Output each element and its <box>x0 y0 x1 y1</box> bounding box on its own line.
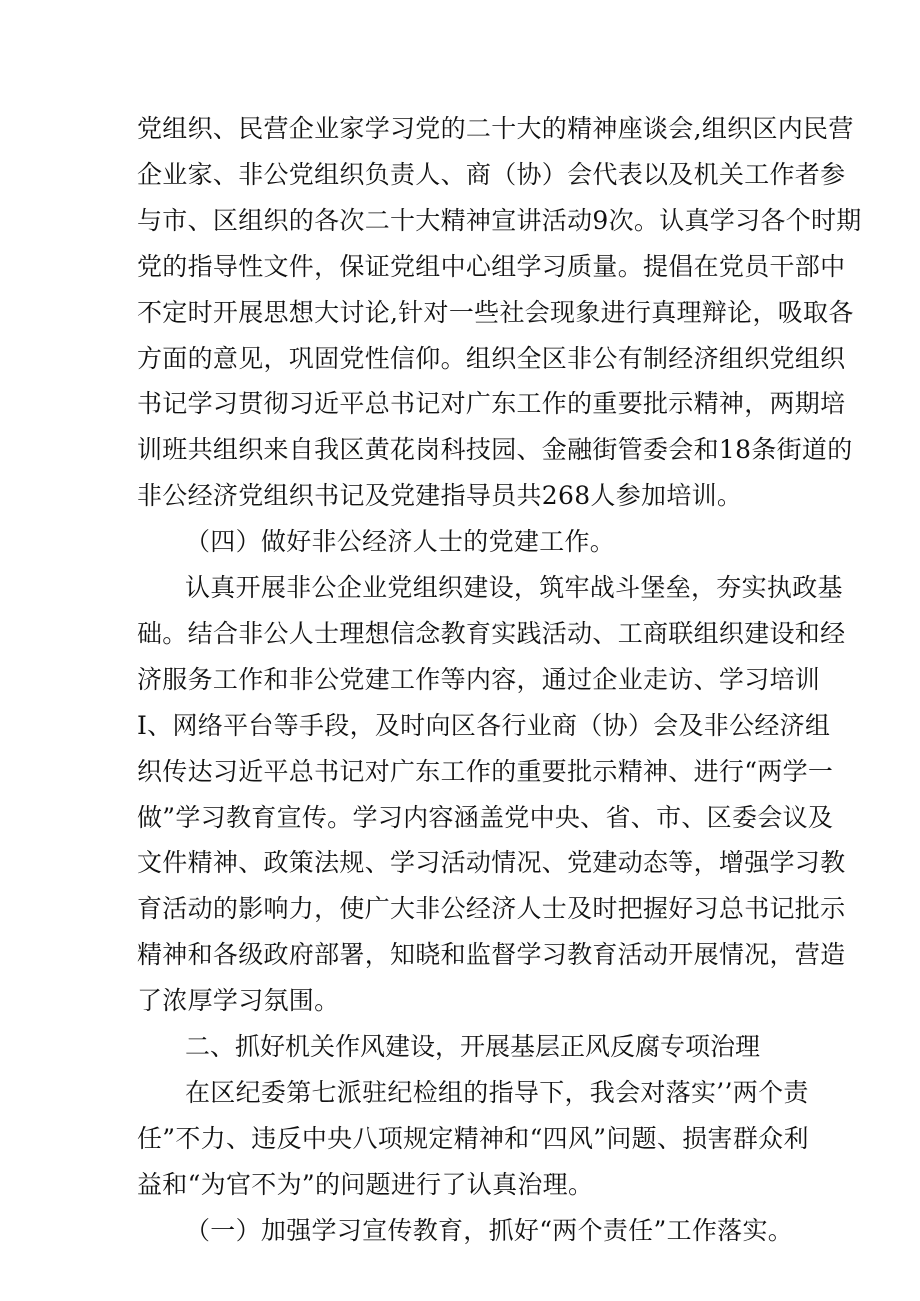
paragraph-line: 非公经济党组织书记及党建指导员共268人参加培训。 <box>137 481 743 510</box>
paragraph-line: 了浓厚学习氛围。 <box>137 986 340 1015</box>
paragraph-line: 济服务工作和非公党建工作等内容，通过企业走访、学习培训 <box>137 665 821 694</box>
paragraph-line: 与市、区组织的各次二十大精神宣讲活动9次。认真学习各个时期 <box>137 206 862 235</box>
paragraph-line: 方面的意见，巩固党性信仰。组织全区非公有制经济组织党组织 <box>137 344 846 373</box>
paragraph-line: 书记学习贯彻习近平总书记对广东工作的重要批示精神，两期培 <box>137 389 846 418</box>
paragraph-line: 育活动的影响力，使广大非公经济人士及时把握好习总书记批示 <box>137 894 846 923</box>
subheading-four: （四）做好非公经济人士的党建工作。 <box>185 527 616 556</box>
paragraph-line: 认真开展非公企业党组织建设，筑牢战斗堡垒，夯实执政基 <box>185 573 843 602</box>
paragraph-line: 任”不力、违反中央八项规定精神和“四风”问题、损害群众利 <box>137 1124 809 1153</box>
paragraph-line: 精神和各级政府部署，知晓和监督学习教育活动开展情况，营造 <box>137 940 846 969</box>
paragraph-line: 文件精神、政策法规、学习活动情况、党建动态等，增强学习教 <box>137 848 846 877</box>
paragraph-line: 益和“为官不为”的问题进行了认真治理。 <box>137 1170 594 1199</box>
paragraph-line: 织传达习近平总书记对广东工作的重要批示精神、进行“两学一 <box>137 757 834 786</box>
paragraph-line: 企业家、非公党组织负责人、商（协）会代表以及机关工作者参 <box>137 160 846 189</box>
paragraph-line: 做”学习教育宣传。学习内容涵盖党中央、省、市、区委会议及 <box>137 803 834 832</box>
paragraph-line: 党组织、民营企业家学习党的二十大的精神座谈会,组织区内民营 <box>137 114 854 143</box>
paragraph-line: I、网络平台等手段，及时向区各行业商（协）会及非公经济组 <box>137 711 831 740</box>
paragraph-line: 不定时开展思想大讨论,针对一些社会现象进行真理辩论，吸取各 <box>137 298 854 327</box>
subheading-one: （一）加强学习宣传教育，抓好“两个责任”工作落实。 <box>185 1216 794 1245</box>
paragraph-line: 党的指导性文件，保证党组中心组学习质量。提倡在党员干部中 <box>137 252 846 281</box>
paragraph-line: 训班共组织来自我区黄花岗科技园、金融街管委会和18条街道的 <box>137 435 853 464</box>
section-two-heading: 二、抓好机关作风建设，开展基层正风反腐专项治理 <box>185 1032 761 1061</box>
paragraph-line: 础。结合非公人士理想信念教育实践活动、工商联组织建设和经 <box>137 619 846 648</box>
paragraph-line: 在区纪委第七派驻纪检组的指导下，我会对落实’’两个责 <box>185 1078 809 1107</box>
